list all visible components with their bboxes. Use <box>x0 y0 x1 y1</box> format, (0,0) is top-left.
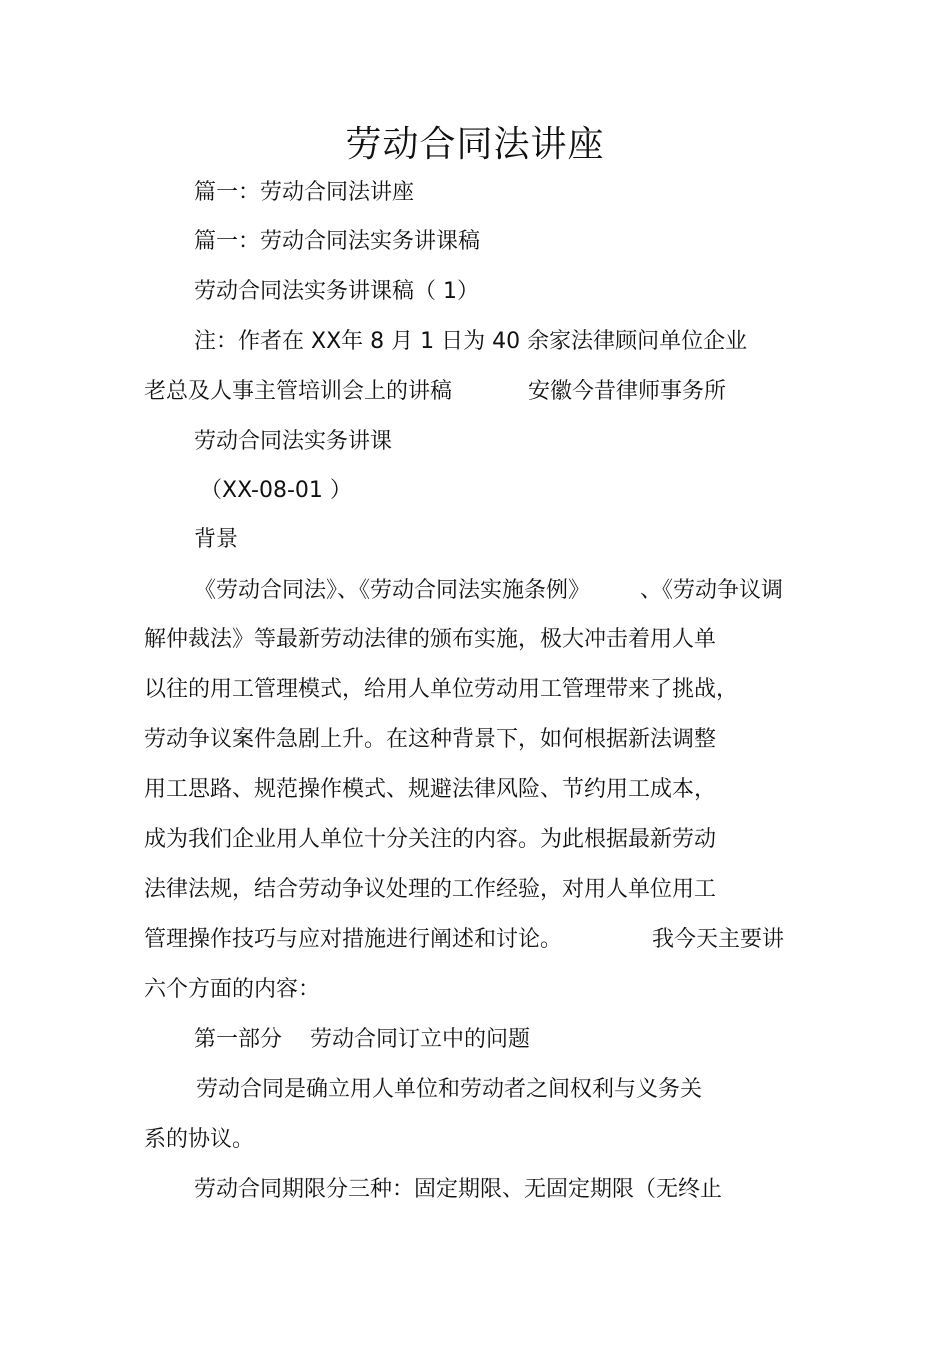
text-line: 系的协议。 <box>144 1127 255 1152</box>
text-line: 成为我们企业用人单位十分关注的内容。为此根据最新劳动 <box>144 827 717 852</box>
text-line: 注：作者在 XX年 8 月 1 日为 40 余家法律顾问单位企业 <box>194 329 748 354</box>
text-line: （XX-08-01 ） <box>200 478 352 503</box>
text-line: 安徽今昔律师事务所 <box>528 379 727 404</box>
text-line: 法律法规，结合劳动争议处理的工作经验，对用人单位用工 <box>144 877 717 902</box>
text-line: 篇一：劳动合同法实务讲课稿 <box>194 229 481 254</box>
document-title: 劳动合同法讲座 <box>345 124 605 165</box>
text-line: 劳动合同法实务讲课稿（ 1） <box>194 279 479 304</box>
text-line: 、《劳动争议调 <box>640 578 784 603</box>
section-heading-text: 劳动合同订立中的问题 <box>310 1027 531 1052</box>
text-line: 解仲裁法》等最新劳动法律的颁布实施，极大冲击着用人单 <box>144 627 717 652</box>
text-line: 六个方面的内容： <box>144 977 321 1002</box>
text-line: 劳动争议案件急剧上升。在这种背景下，如何根据新法调整 <box>144 727 717 752</box>
text-line: 管理操作技巧与应对措施进行阐述和讨论。 <box>144 927 563 952</box>
text-line: 篇一：劳动合同法讲座 <box>194 180 415 205</box>
text-line: 劳动合同期限分三种：固定期限、无固定期限（无终止 <box>194 1177 723 1202</box>
text-line: 我今天主要讲 <box>652 927 785 952</box>
text-line: 劳动合同法实务讲课 <box>194 429 393 454</box>
text-line: 老总及人事主管培训会上的讲稿 <box>144 379 453 404</box>
text-line: 以往的用工管理模式，给用人单位劳动用工管理带来了挑战， <box>144 677 739 702</box>
text-line: 劳动合同是确立用人单位和劳动者之间权利与义务关 <box>196 1077 703 1102</box>
text-line: 背景 <box>194 527 239 552</box>
section-heading-label: 第一部分 <box>194 1027 283 1052</box>
text-line: 《劳动合同法》、《劳动合同法实施条例》 <box>194 578 591 603</box>
text-line: 用工思路、规范操作模式、规避法律风险、节约用工成本， <box>144 777 717 802</box>
